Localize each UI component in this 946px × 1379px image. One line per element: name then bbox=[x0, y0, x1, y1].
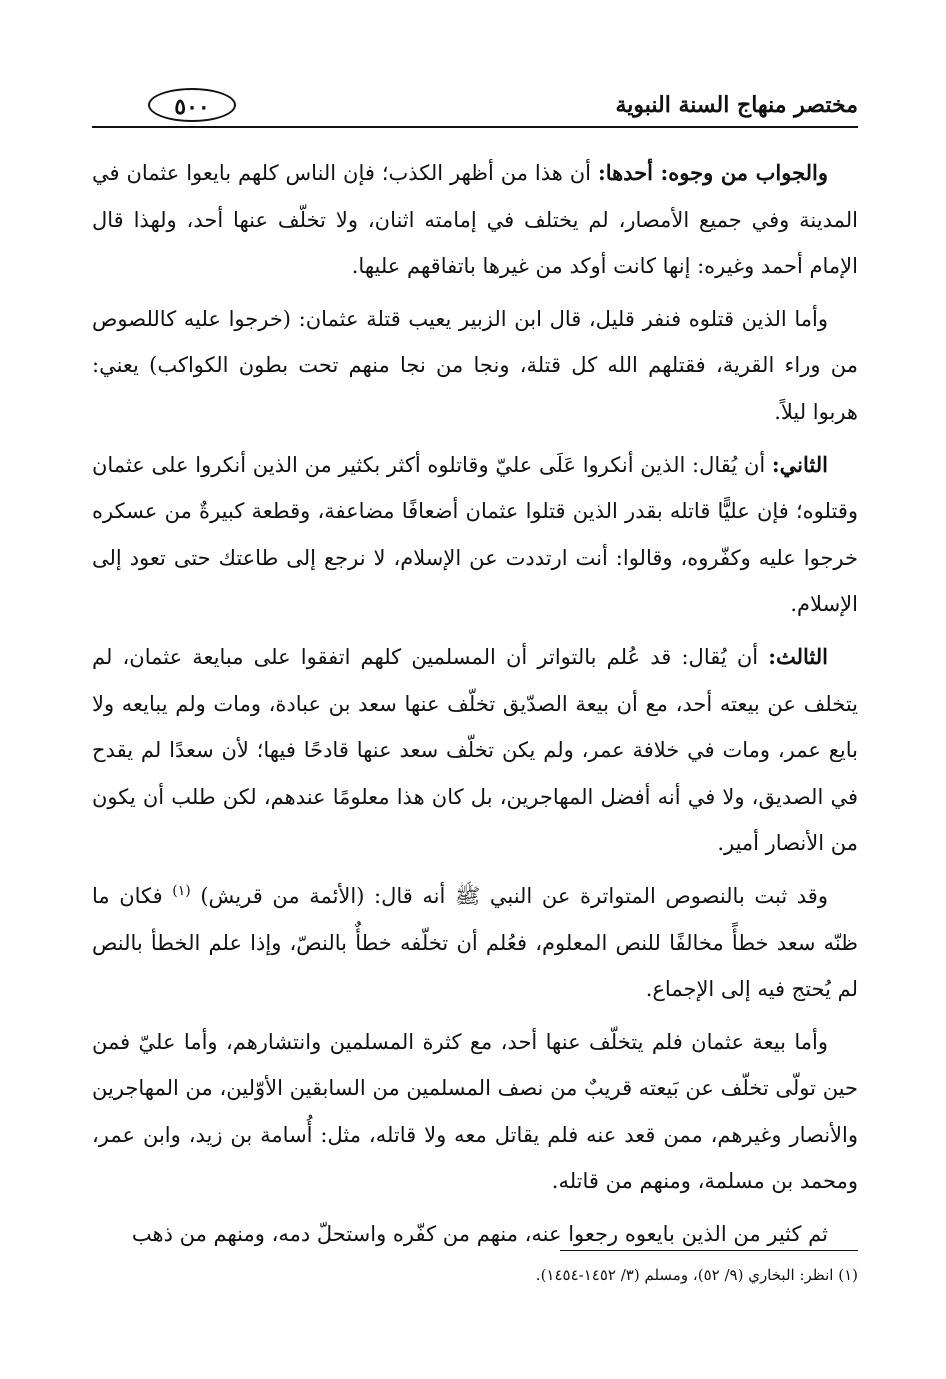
footnote-rule bbox=[560, 1250, 858, 1251]
paragraph-text: وأما الذين قتلوه فنفر قليل، قال ابن الزبير يعيب قتلة عثمان: (خرجوا عليه كاللصوص من وراء القرية، فقتلهم الله كل قتلة، ونجا من نجا منهم تحت بطون الكواكب) يعني: هربوا ليلاً. bbox=[92, 306, 858, 424]
paragraph-1 bbox=[92, 150, 858, 290]
paragraph-text: ثم كثير من الذين بايعوه رجعوا عنه، منهم من كفّره واستحلّ دمه، ومنهم من ذهب bbox=[131, 1222, 828, 1247]
running-title: مختصر منهاج السنة النبوية bbox=[615, 92, 858, 118]
paragraph-6 bbox=[92, 1019, 858, 1205]
body-text bbox=[92, 150, 858, 1264]
paragraph-lead: الثالث: bbox=[768, 643, 828, 669]
paragraph-3 bbox=[92, 442, 858, 628]
paragraph-text: وأما بيعة عثمان فلم يتخلّف عنها أحد، مع كثرة المسلمين وانتشارهم، وأما عليّ فمن حين تولّى تخلّف عن بَيعته قريبٌ من نصف المسلمين من السابقين الأوّلين، من المهاجرين والأنصار وغيرهم، ممن قعد عنه فلم يقاتل معه ولا قاتله، مثل: أُسامة بن زيد، وابن عمر، ومحمد بن مسلمة، ومنهم من قاتله. bbox=[92, 1029, 858, 1194]
paragraph-lead: الثاني: bbox=[771, 451, 828, 477]
paragraph-lead: والجواب من وجوه: أحدها: bbox=[597, 160, 828, 185]
paragraph-text: أن هذا من أظهر الكذب؛ فإن الناس كلهم بايعوا عثمان في المدينة وفي جميع الأمصار، لم يختلف في إمامته اثنان، ولا تخلّف عنها أحد، ولهذا قال الإمام أحمد وغيره: إنها كانت أوكد من غيرها باتفاقهم عليها. bbox=[92, 161, 858, 279]
page-header bbox=[92, 88, 858, 128]
header-rule bbox=[92, 126, 858, 128]
paragraph-2 bbox=[92, 296, 858, 436]
footnote-reference[interactable]: (١) bbox=[172, 882, 191, 899]
paragraph-text: أن يُقال: الذين أنكروا عَلَى عليّ وقاتلوه أكثر بكثير من الذين أنكروا على عثمان وقتلوه؛ فإن عليًّا قاتله بقدر الذين قتلوا عثمان أضعافًا مضاعفة، وقطعة كبيرةٌ من عسكره خرجوا عليه وكفّروه، وقالوا: أنت ارتددت عن الإسلام، لا نرجع إلى طاعتك حتى تعود إلى الإسلام. bbox=[92, 452, 858, 617]
paragraph-text-tail: فكان ما ظنّه سعد خطأً مخالفًا للنص المعلوم، فعُلم أن تخلّفه خطأٌ بالنصّ، وإذا علم الخطأ بالنص لم يُحتج فيه إلى الإجماع. bbox=[92, 883, 858, 1002]
paragraph-text: وقد ثبت بالنصوص المتواترة عن النبي ﷺ أنه قال: (الأئمة من قريش) bbox=[200, 883, 828, 908]
paragraph-5 bbox=[92, 873, 858, 1013]
paragraph-4 bbox=[92, 634, 858, 867]
page-number: ٥٠٠ bbox=[148, 88, 236, 122]
footnote: (١) انظر: البخاري (٩/ ٥٢)، ومسلم (٣/ ١٤٥٢-١٤٥٤). bbox=[535, 1266, 858, 1284]
paragraph-text: أن يُقال: قد عُلم بالتواتر أن المسلمين كلهم اتفقوا على مبايعة عثمان، لم يتخلف عن بيعته أحد، مع أن بيعة الصدّيق تخلّف عنها سعد بن عبادة، ومات ولم يبايعه ولا بايع عمر، ومات في خلافة عمر، ولم يكن تخلّف سعد عنها قادحًا فيها؛ لأن سعدًا لم يقدح في الصديق، ولا في أنه أفضل المهاجرين، بل كان هذا معلومًا عندهم، لكن طلب أن يكون من الأنصار أمير. bbox=[92, 644, 858, 856]
